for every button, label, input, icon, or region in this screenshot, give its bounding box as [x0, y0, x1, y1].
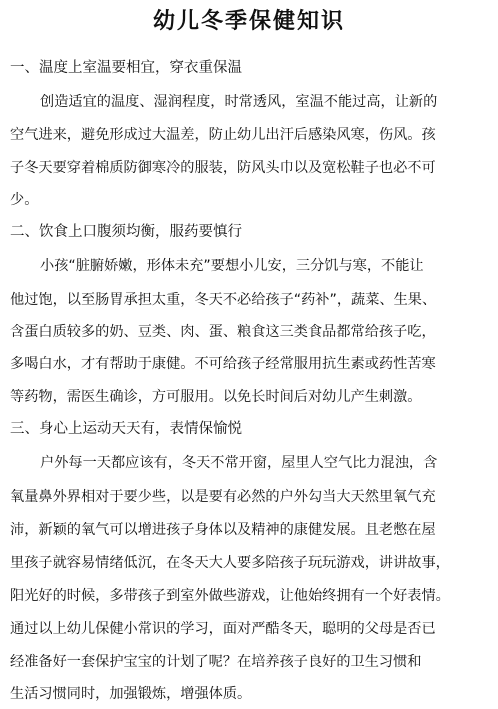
paragraph-line: 等药物，需医生确诊，方可服用。以免长时间后对幼儿产生刺激。: [10, 389, 422, 405]
paragraph-line: 沛，新颖的氧气可以增进孩子身体以及精神的康健发展。且老憋在屋: [10, 522, 436, 538]
paragraph-line: 户外每一天都应该有，冬天不常开窗，屋里人空气比力混浊，含: [40, 455, 438, 471]
paragraph-line: 他过饱，以至肠胃承担太重，冬天不必给孩子“药补”，蔬菜、生果、: [10, 292, 437, 308]
paragraph-line: 子冬天要穿着棉质防御寒冷的服装，防风头巾以及宽松鞋子也必不可: [10, 160, 436, 176]
paragraph-line: 通过以上幼儿保健小常识的学习，面对严酷冬天，聪明的父母是否已: [10, 621, 436, 637]
paragraph-line: 空气进来，避免形成过大温差，防止幼儿出汗后感染风寒，伤风。孩: [10, 127, 436, 143]
section-heading-exercise: 三、身心上运动天天有，表情保愉悦: [10, 421, 242, 437]
paragraph-line: 生活习惯同时，加强锻炼，增强体质。: [10, 686, 252, 702]
paragraph-line: 多喝白水，才有帮助于康健。不可给孩子经常服用抗生素或药性苦寒: [10, 356, 436, 372]
paragraph-line: 经准备好一套保护宝宝的计划了呢？在培养孩子良好的卫生习惯和: [10, 654, 422, 670]
section-heading-temperature: 一、温度上室温要相宜，穿衣重保温: [10, 60, 242, 76]
paragraph-line: 阳光好的时候，多带孩子到室外做些游戏，让他始终拥有一个好表情。: [10, 588, 450, 604]
paragraph-line: 里孩子就容易情绪低沉，在冬天大人要多陪孩子玩玩游戏，讲讲故事，: [10, 555, 450, 571]
section-heading-diet: 二、饮食上口腹须均衡，服药要慎行: [10, 224, 242, 240]
paragraph-line: 含蛋白质较多的奶、豆类、肉、蛋、粮食这三类食品都常给孩子吃，: [10, 324, 436, 340]
paragraph-line: 氧量鼻外界相对于要少些，以是要有必然的户外勾当大天然里氧气充: [10, 489, 436, 505]
document-title: 幼儿冬季保健知识: [152, 8, 345, 34]
paragraph-line: 小孩“脏腑娇嫩，形体未充”要想小儿安，三分饥与寒，不能让: [40, 258, 424, 274]
paragraph-line: 创造适宜的温度、湿润程度，时常透风，室温不能过高，让新的: [40, 94, 438, 110]
paragraph-line: 少。: [10, 192, 39, 208]
